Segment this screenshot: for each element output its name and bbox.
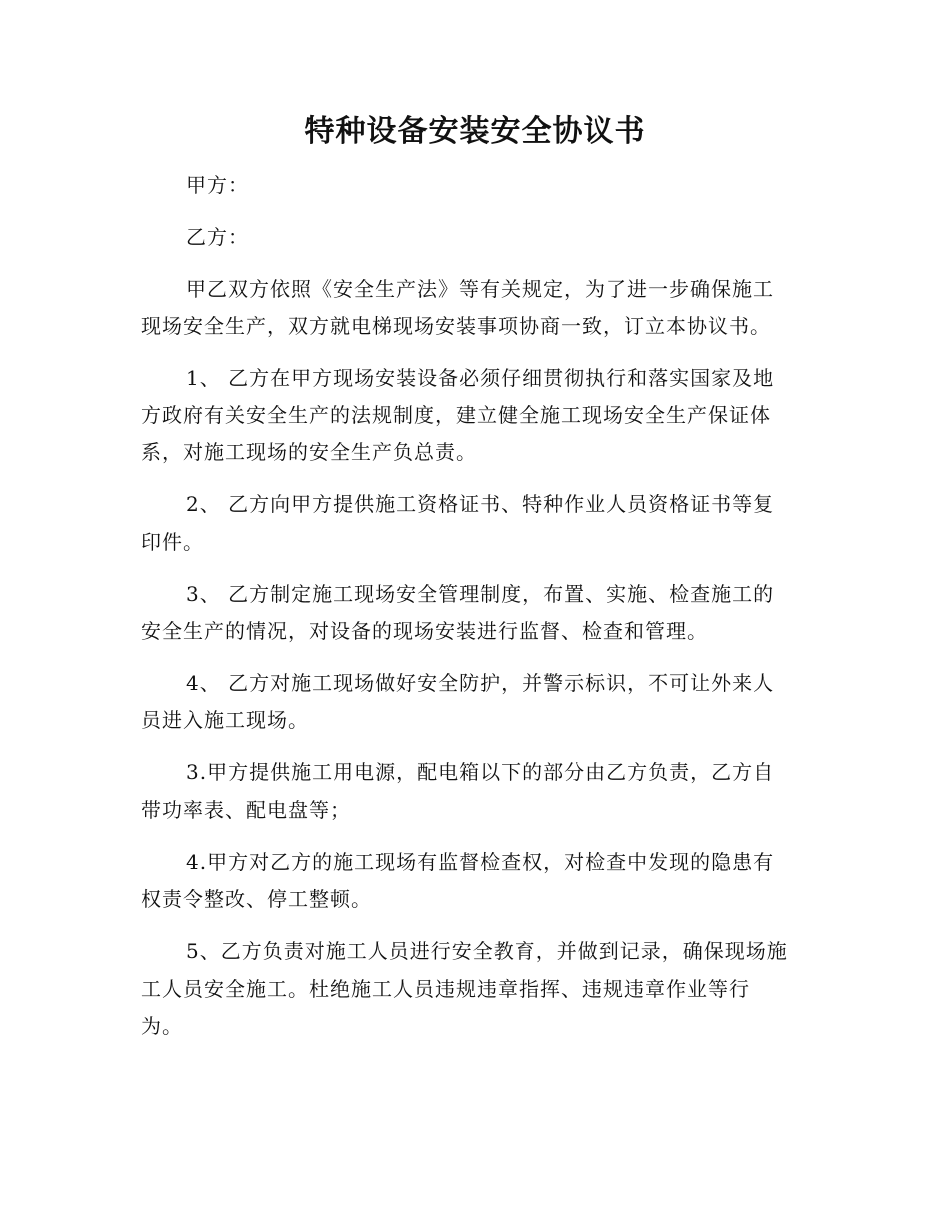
clause-7-line-2: 工人员安全施工。杜绝施工人员违规违章指挥、违规违章作业等行 [141,977,750,1001]
clause-1-line-2: 方政府有关安全生产的法规制度，建立健全施工现场安全生产保证体 [141,403,771,427]
clause-1-line-3: 系，对施工现场的安全生产负总责。 [141,440,477,464]
clause-7-line-3: 为。 [141,1014,183,1038]
clause-4-line-1: 4、 乙方对施工现场做好安全防护，并警示标识，不可让外来人 [186,671,775,695]
clause-3-line-1: 3、 乙方制定施工现场安全管理制度，布置、实施、检查施工的 [186,582,775,606]
intro-line-1: 甲乙双方依照《安全生产法》等有关规定，为了进一步确保施工 [186,277,774,301]
clause-2-line-2: 印件。 [141,530,204,554]
intro-line-2: 现场安全生产，双方就电梯现场安装事项协商一致，订立本协议书。 [141,314,771,338]
clause-5-line-1: 3.甲方提供施工用电源，配电箱以下的部分由乙方负责，乙方自 [186,760,775,784]
document-title: 特种设备安装安全协议书 [304,114,646,149]
clause-2-line-1: 2、 乙方向甲方提供施工资格证书、特种作业人员资格证书等复 [186,492,775,516]
clause-3-line-2: 安全生产的情况，对设备的现场安装进行监督、检查和管理。 [141,619,708,643]
clause-1-line-1: 1、 乙方在甲方现场安装设备必须仔细贯彻执行和落实国家及地 [186,366,775,390]
party-b-label: 乙方： [186,225,249,249]
clause-7-line-1: 5、乙方负责对施工人员进行安全教育，并做到记录，确保现场施 [186,939,788,963]
clause-6-line-2: 权责令整改、停工整顿。 [141,887,372,911]
clause-6-line-1: 4.甲方对乙方的施工现场有监督检查权，对检查中发现的隐患有 [186,850,775,874]
clause-4-line-2: 员进入施工现场。 [141,708,309,732]
party-a-label: 甲方： [186,173,249,197]
clause-5-line-2: 带功率表、配电盘等； [141,798,351,822]
